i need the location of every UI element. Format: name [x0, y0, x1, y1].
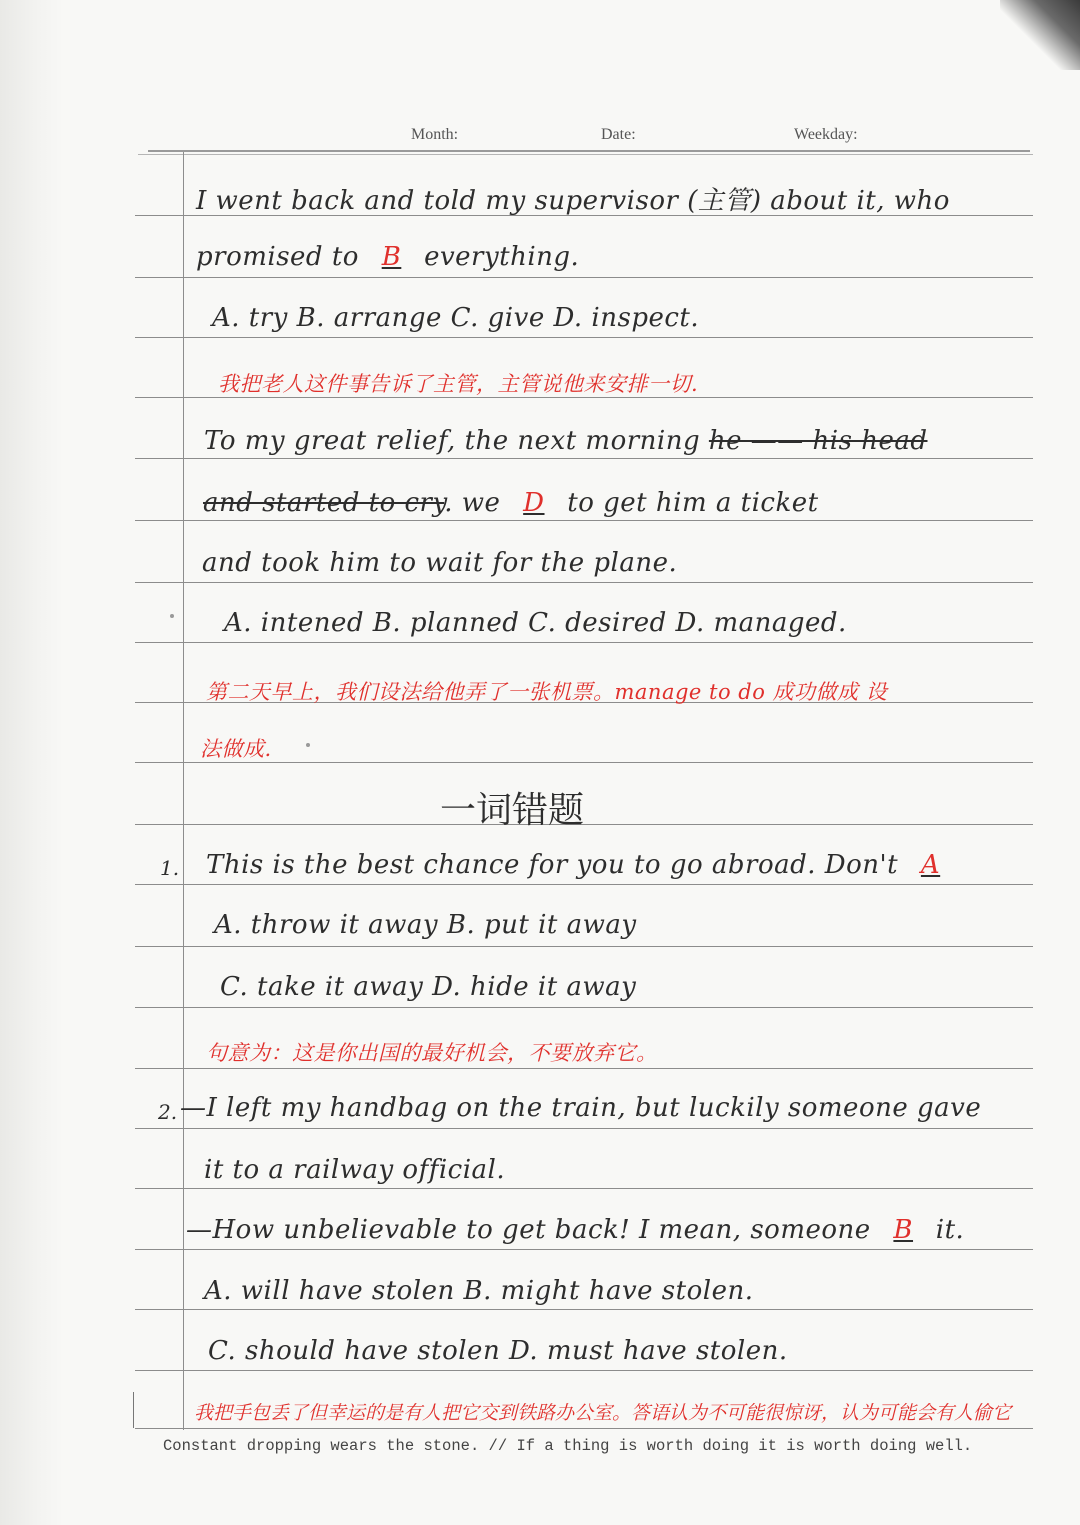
qa-answer: B — [381, 242, 402, 272]
q2-number: 2. — [158, 1100, 178, 1124]
q1-stem-pre: This is the best chance for you to go abroad. Don't — [206, 850, 899, 880]
ruled-line — [135, 458, 1033, 459]
ruled-line — [135, 946, 1033, 947]
q2-line3-post: it. — [935, 1215, 965, 1245]
ruled-line — [135, 1370, 1033, 1371]
qb-translation-1: 第二天早上，我们设法给他弄了一张机票。manage to do 成功做成 设 — [206, 680, 888, 704]
qb-line1 — [204, 426, 928, 456]
ruled-line — [135, 1188, 1033, 1189]
section-title: 一词错题 — [440, 790, 585, 831]
ruled-line — [135, 277, 1033, 278]
qa-line2-post: everything. — [424, 242, 580, 272]
q2-line3-pre: —How unbelievable to get back! I mean, someone — [186, 1215, 871, 1245]
qb-line2-struck: and started to cry — [203, 488, 445, 518]
page-header — [0, 126, 1080, 148]
qb-line2 — [203, 488, 819, 518]
ruled-line — [135, 337, 1033, 338]
qb-line2-pre: . we — [444, 488, 501, 518]
qa-translation: 我把老人这件事告诉了主管，主管说他来安排一切. — [218, 372, 699, 396]
qb-line1-struck: he —— his head — [708, 426, 928, 456]
margin-line — [183, 152, 184, 1430]
header-divider-secondary — [138, 154, 1033, 155]
q2-options-cd: C. should have stolen D. must have stolen. — [208, 1336, 788, 1366]
q1-translation: 句意为：这是你出国的最好机会，不要放弃它。 — [206, 1041, 658, 1065]
binding-gutter — [0, 0, 64, 1525]
qb-translation-2: 法做成. — [200, 737, 272, 761]
q2-options-ab: A. will have stolen B. might have stolen. — [204, 1276, 754, 1306]
q1-number: 1. — [160, 856, 180, 880]
q2-translation: 我把手包丢了但幸运的是有人把它交到铁路办公室。答语认为不可能很惊讶，认为可能会有人偷它 — [194, 1402, 1012, 1424]
ruled-line — [135, 1428, 1033, 1429]
qb-line3: and took him to wait for the plane. — [202, 548, 678, 578]
qb-answer: D — [523, 488, 545, 518]
month-label: Month: — [411, 126, 459, 143]
qb-line2-post: to get him a ticket — [567, 488, 819, 518]
margin-line-outer — [133, 1392, 134, 1428]
q2-line1: —I left my handbag on the train, but luckily someone gave — [180, 1093, 982, 1123]
q2-line2: it to a railway official. — [204, 1155, 506, 1185]
page-corner-shadow — [1000, 0, 1080, 70]
qb-line1-pre: To my great relief, the next morning — [204, 426, 701, 456]
q2-line3 — [186, 1215, 964, 1245]
date-label: Date: — [601, 126, 636, 143]
weekday-label: Weekday: — [794, 126, 858, 143]
qa-line2-pre: promised to — [196, 242, 359, 272]
q1-options-ab: A. throw it away B. put it away — [214, 910, 637, 940]
q1-options-cd: C. take it away D. hide it away — [220, 972, 637, 1002]
page-footer-quote: Constant dropping wears the stone. // If a thing is worth doing it is worth doing well. — [163, 1437, 973, 1455]
ruled-line — [135, 1249, 1033, 1250]
pen-dot — [170, 614, 174, 618]
qa-options: A. try B. arrange C. give D. inspect. — [212, 303, 700, 333]
q1-answer: A — [920, 850, 941, 880]
ruled-line — [135, 520, 1033, 521]
ruled-line — [135, 884, 1033, 885]
qa-line2 — [196, 242, 579, 272]
pen-dot — [306, 743, 310, 747]
ruled-line — [135, 1128, 1033, 1129]
q1-stem — [206, 850, 954, 880]
header-divider — [148, 150, 1030, 152]
qa-line1: I went back and told my supervisor (主管) about it, who — [196, 186, 950, 216]
ruled-line — [135, 1309, 1033, 1310]
ruled-line — [135, 1007, 1033, 1008]
ruled-line — [135, 582, 1033, 583]
ruled-line — [135, 642, 1033, 643]
q2-answer: B — [893, 1215, 914, 1245]
qb-options: A. intened B. planned C. desired D. managed. — [224, 608, 847, 638]
ruled-line — [135, 1068, 1033, 1069]
